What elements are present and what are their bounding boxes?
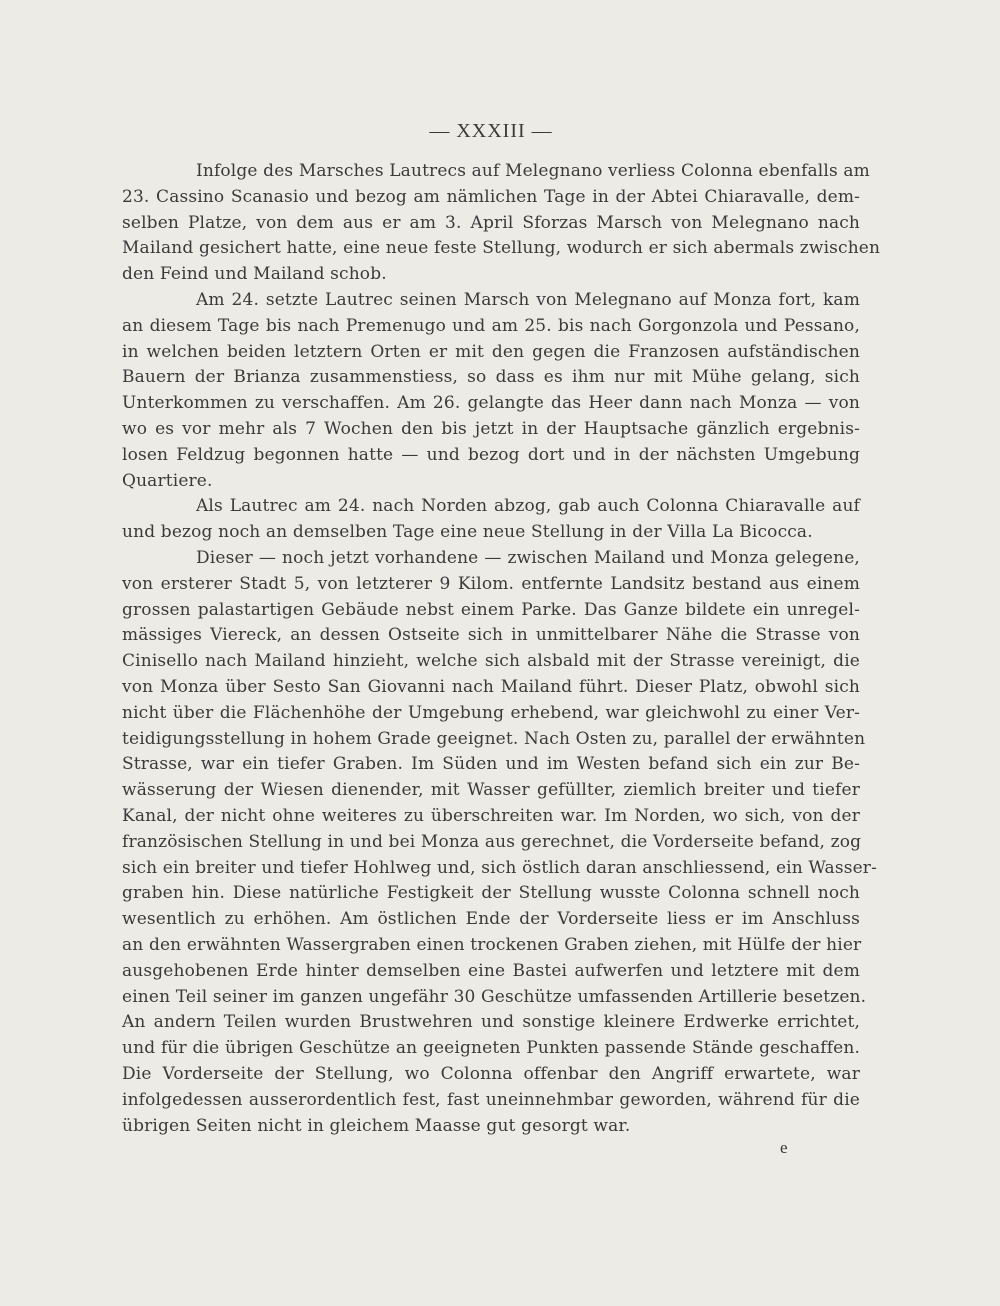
text-line: Mailand gesichert hatte, eine neue feste Stellung, wodurch er sich abermals zwischen bbox=[122, 238, 881, 259]
text-line: Kanal, der nicht ohne weiteres zu überschreiten war. Im Norden, wo sich, von der bbox=[122, 806, 860, 826]
text-line: Dieser — noch jetzt vorhandene — zwischen Mailand und Monza gelegene, bbox=[196, 548, 860, 568]
text-line: nicht über die Flächenhöhe der Umgebung erhebend, war gleichwohl zu einer Ver- bbox=[122, 702, 860, 723]
text-line: französischen Stellung in und bei Monza aus gerechnet, die Vorderseite befand, zog bbox=[122, 831, 862, 852]
text-line: grossen palastartigen Gebäude nebst einem Parke. Das Ganze bildete ein unregel- bbox=[122, 599, 860, 620]
text-line: 23. Cassino Scanasio und bezog am nämlichen Tage in der Abtei Chiaravalle, dem- bbox=[122, 186, 860, 207]
text-line: Die Vorderseite der Stellung, wo Colonna offenbar den Angriff erwartete, war bbox=[122, 1064, 860, 1084]
text-line: übrigen Seiten nicht in gleichem Maasse gut gesorgt war. bbox=[122, 1115, 631, 1136]
text-line: ausgehobenen Erde hinter demselben eine Bastei aufwerfen und letztere mit dem bbox=[122, 960, 860, 981]
text-line: einen Teil seiner im ganzen ungefähr 30 Geschütze umfassenden Artillerie besetzen. bbox=[122, 986, 867, 1007]
text-line: von Monza über Sesto San Giovanni nach Mailand führt. Dieser Platz, obwohl sich bbox=[122, 677, 860, 697]
text-line: mässiges Viereck, an dessen Ostseite sich in unmittelbarer Nähe die Strasse von bbox=[122, 625, 860, 646]
text-line: An andern Teilen wurden Brustwehren und sonstige kleinere Erdwerke errichtet, bbox=[122, 1012, 860, 1033]
text-line: den Feind und Mailand schob. bbox=[122, 264, 387, 285]
text-line: von ersterer Stadt 5, von letzterer 9 Kilom. entfernte Landsitz bestand aus einem bbox=[122, 573, 860, 594]
text-line: infolgedessen ausserordentlich fest, fast uneinnehmbar geworden, während für die bbox=[122, 1089, 860, 1110]
text-line: wo es vor mehr als 7 Wochen den bis jetzt in der Hauptsache gänzlich ergebnis- bbox=[122, 419, 860, 439]
text-line: Strasse, war ein tiefer Graben. Im Süden und im Westen befand sich ein zur Be- bbox=[122, 754, 860, 775]
text-line: losen Feldzug begonnen hatte — und bezog dort und in der nächsten Umgebung bbox=[122, 444, 860, 465]
text-line: selben Platze, von dem aus er am 3. April Sforzas Marsch von Melegnano nach bbox=[122, 212, 860, 233]
text-line: an den erwähnten Wassergraben einen trockenen Graben ziehen, mit Hülfe der hier bbox=[122, 935, 862, 955]
text-line: in welchen beiden letztern Orten er mit den gegen die Franzosen aufständischen bbox=[122, 341, 860, 362]
text-line: an diesem Tage bis nach Premenugo und am 25. bis nach Gorgonzola und Pessano, bbox=[122, 315, 860, 336]
text-line: und für die übrigen Geschütze an geeigneten Punkten passende Stände geschaffen. bbox=[122, 1038, 860, 1059]
text-line: sich ein breiter und tiefer Hohlweg und, sich östlich daran anschliessend, ein Wasser- bbox=[122, 857, 877, 878]
text-line: wässerung der Wiesen dienender, mit Wasser gefüllter, ziemlich breiter und tiefer bbox=[122, 780, 860, 801]
text-line: Quartiere. bbox=[122, 470, 213, 491]
text-line: Infolge des Marsches Lautrecs auf Melegnano verliess Colonna ebenfalls am bbox=[196, 161, 870, 181]
text-line: teidigungsstellung in hohem Grade geeignet. Nach Osten zu, parallel der erwähnten bbox=[122, 728, 866, 749]
text-line: Bauern der Brianza zusammenstiess, so dass es ihm nur mit Mühe gelang, sich bbox=[122, 367, 860, 388]
text-line: wesentlich zu erhöhen. Am östlichen Ende der Vorderseite liess er im Anschluss bbox=[122, 909, 860, 930]
text-line: und bezog noch an demselben Tage eine neue Stellung in der Villa La Bicocca. bbox=[122, 522, 813, 543]
signature-mark: e bbox=[780, 1138, 788, 1157]
text-line: Am 24. setzte Lautrec seinen Marsch von Melegnano auf Monza fort, kam bbox=[196, 290, 860, 310]
text-line: Als Lautrec am 24. nach Norden abzog, gab auch Colonna Chiaravalle auf bbox=[196, 496, 860, 517]
text-line: Cinisello nach Mailand hinzieht, welche sich alsbald mit der Strasse vereinigt, die bbox=[122, 651, 860, 672]
text-line: graben hin. Diese natürliche Festigkeit der Stellung wusste Colonna schnell noch bbox=[122, 883, 860, 904]
text-line: Unterkommen zu verschaffen. Am 26. gelangte das Heer dann nach Monza — von bbox=[122, 393, 860, 414]
page-number-header: — XXXIII — bbox=[429, 120, 553, 142]
